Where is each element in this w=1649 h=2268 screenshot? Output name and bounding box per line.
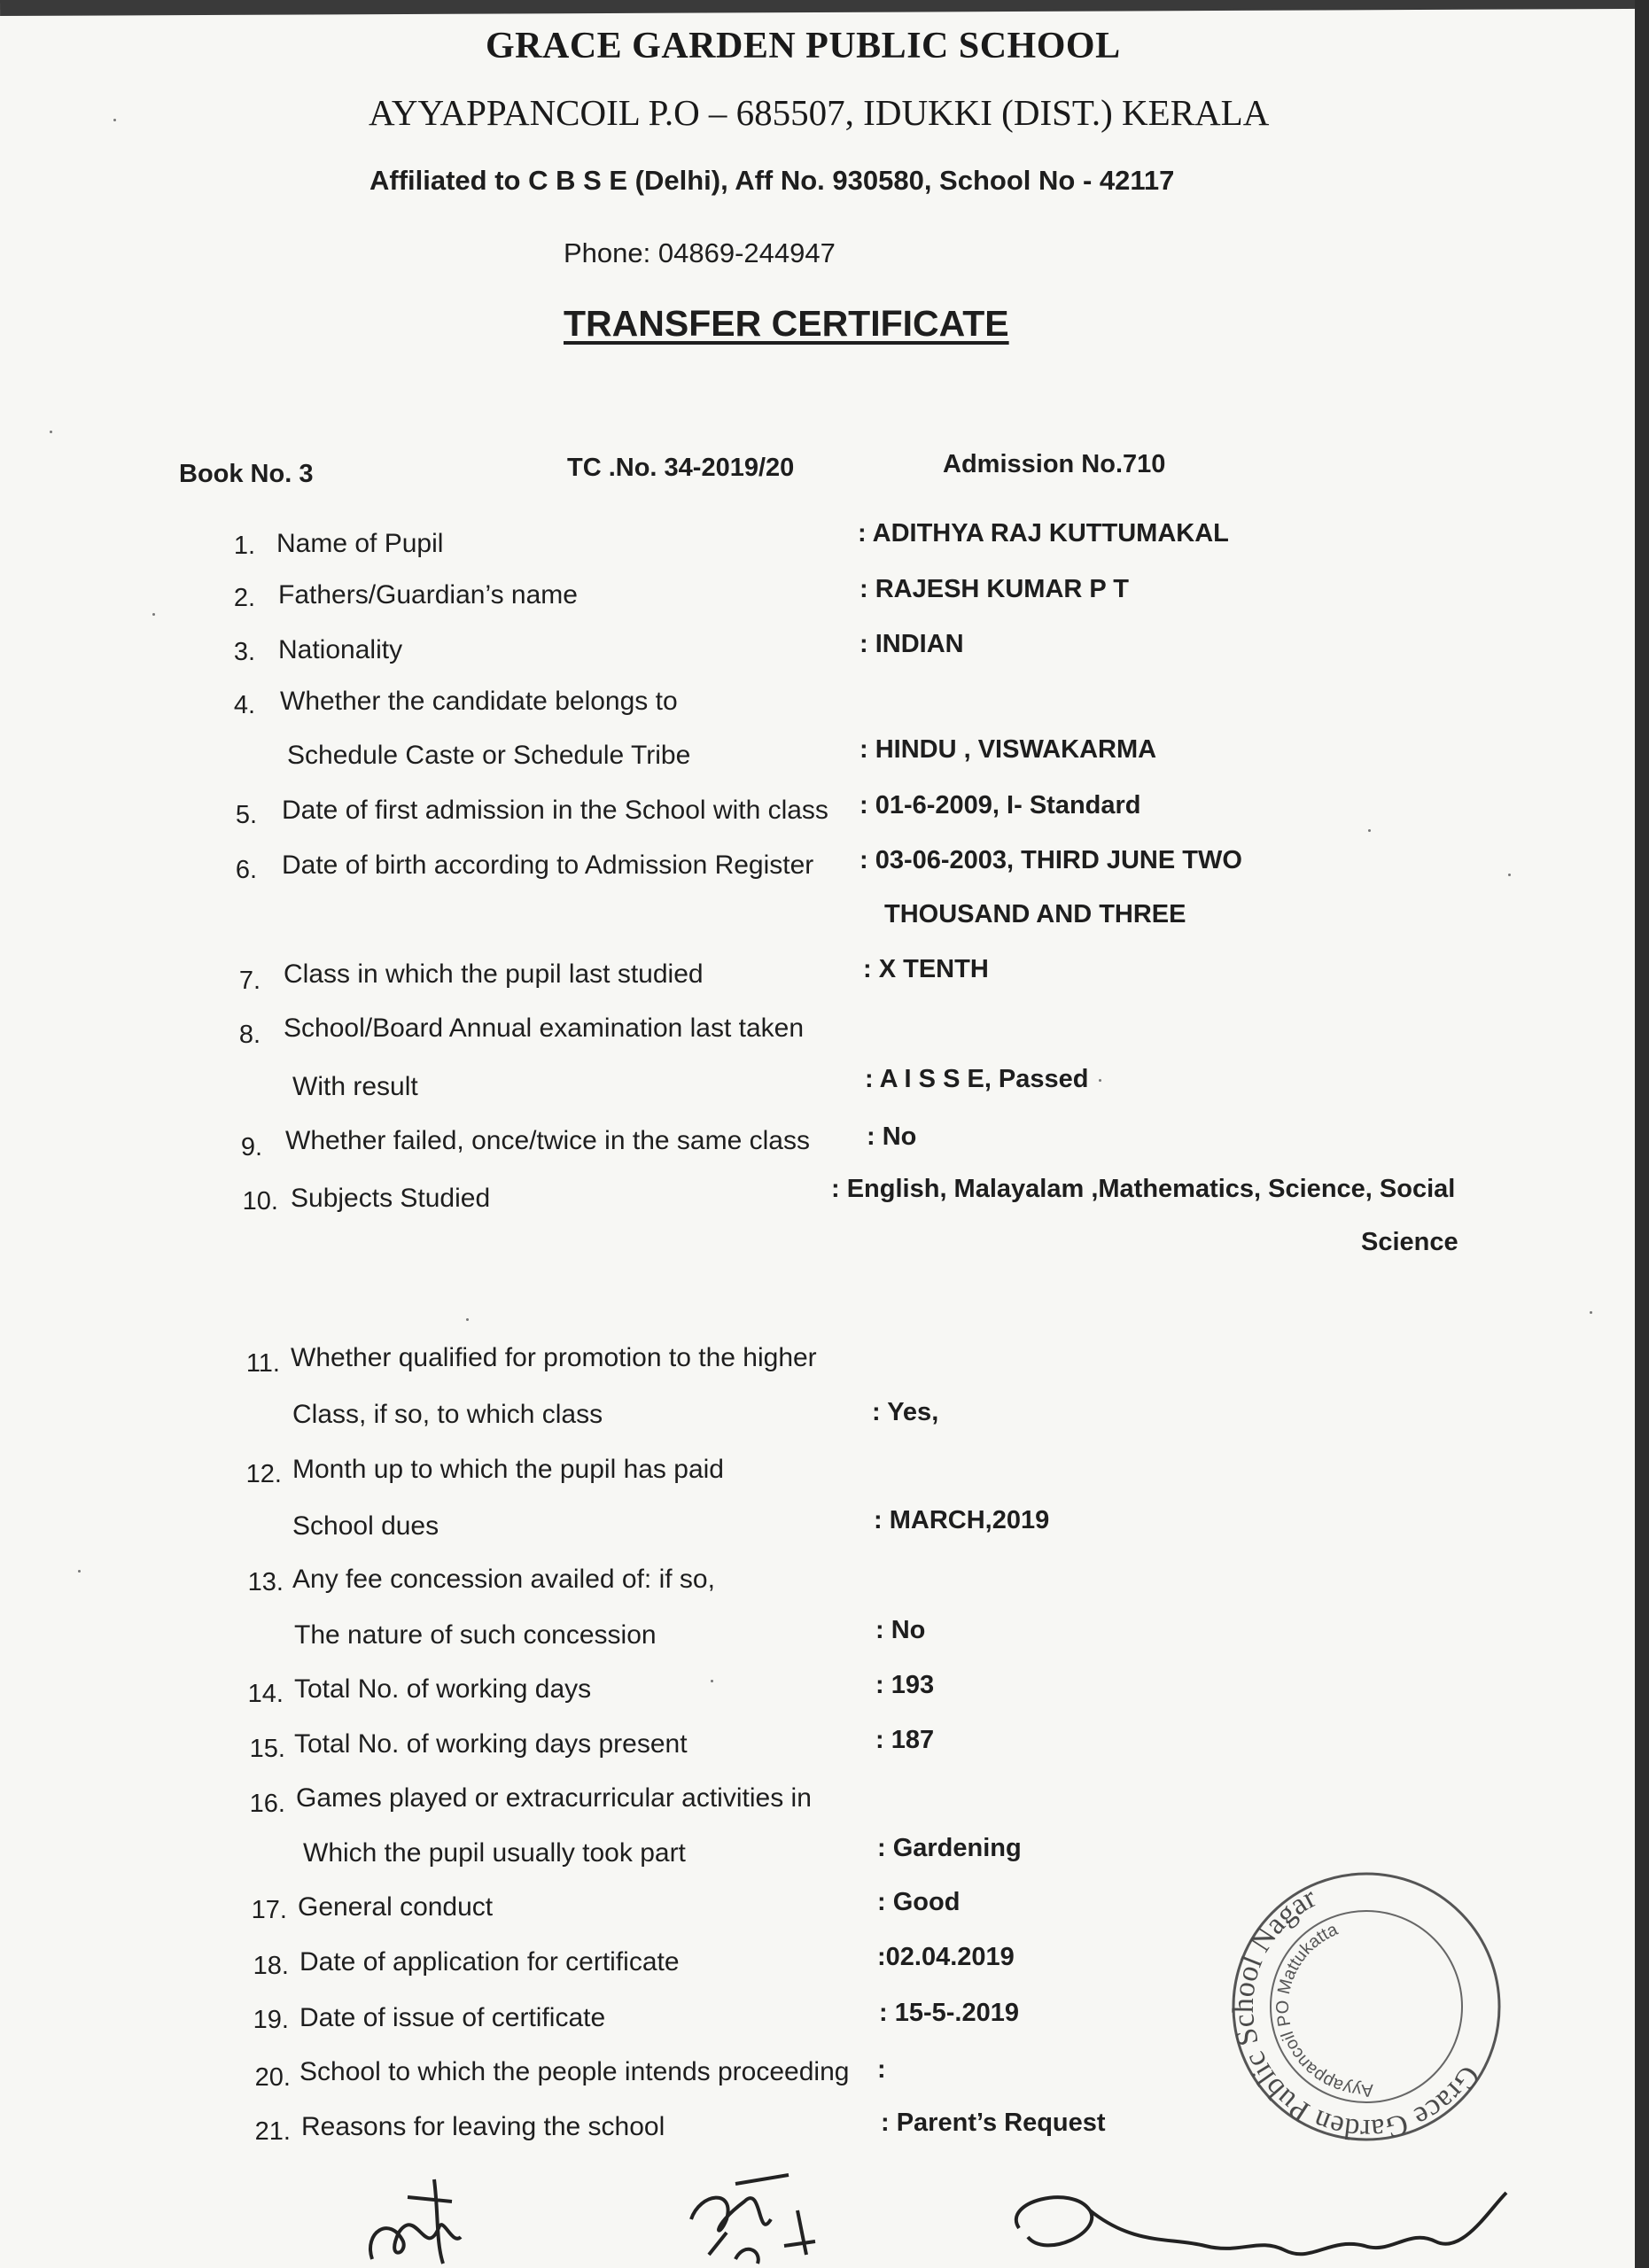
item-number: 16. (249, 1790, 285, 1818)
item-label: Reasons for leaving the school (301, 2112, 665, 2141)
signature-left (354, 2162, 514, 2268)
item-number: 17. (251, 1896, 287, 1924)
item-value: : No (867, 1122, 917, 1151)
item-value: : 187 (875, 1726, 935, 1754)
item-value-continued: Science (1361, 1228, 1458, 1256)
item-number: 18. (253, 1952, 289, 1980)
item-label-continued: Schedule Caste or Schedule Tribe (287, 741, 691, 770)
item-label-continued: Class, if so, to which class (292, 1400, 603, 1429)
item-label: Date of application for certificate (299, 1947, 680, 1977)
svg-text:Ayyappancoil PO Mattukatta: Ayyappancoil PO Mattukatta (1272, 1919, 1374, 2101)
item-label: Whether failed, once/twice in the same class (285, 1126, 810, 1155)
item-value: : A I S S E, Passed (865, 1065, 1089, 1093)
admission-number: Admission No.710 (943, 450, 1166, 478)
signature-middle (673, 2157, 851, 2268)
item-value: : ADITHYA RAJ KUTTUMAKAL (858, 519, 1229, 548)
item-label: Date of birth according to Admission Register (282, 850, 814, 880)
item-number: 3. (233, 638, 255, 666)
item-value: : Good (877, 1888, 961, 1916)
document-title: TRANSFER CERTIFICATE (564, 303, 1009, 344)
item-value: : HINDU , VISWAKARMA (860, 735, 1157, 764)
signature-right (992, 2175, 1542, 2268)
item-value: : INDIAN (860, 630, 964, 658)
item-number: 5. (235, 801, 257, 829)
item-label: Class in which the pupil last studied (284, 959, 704, 989)
item-value: : X TENTH (863, 955, 989, 983)
item-label: Any fee concession availed of: if so, (292, 1565, 715, 1594)
item-label: Nationality (278, 635, 403, 664)
item-label: Games played or extracurricular activities in (296, 1783, 812, 1813)
item-label: Date of issue of certificate (299, 2003, 606, 2032)
item-number: 2. (233, 584, 255, 612)
item-value: : Parent’s Request (881, 2109, 1106, 2137)
item-number: 15. (249, 1735, 285, 1763)
item-label: Whether qualified for promotion to the higher (291, 1343, 817, 1372)
item-value: : Yes, (872, 1398, 939, 1426)
item-number: 13. (247, 1568, 284, 1596)
item-number: 12. (245, 1460, 282, 1488)
item-number: 4. (233, 691, 255, 719)
item-label: Date of first admission in the School with class (282, 796, 828, 825)
item-label: Whether the candidate belongs to (280, 687, 678, 716)
item-value: : Gardening (877, 1834, 1022, 1862)
item-number: 21. (254, 2117, 291, 2146)
item-number: 7. (238, 967, 261, 995)
item-number: 14. (247, 1680, 284, 1708)
item-value-continued: THOUSAND AND THREE (884, 900, 1186, 928)
item-label: Name of Pupil (276, 529, 444, 558)
scan-top-edge (0, 0, 1649, 16)
item-number: 11. (245, 1349, 280, 1378)
item-label-continued: Which the pupil usually took part (303, 1838, 686, 1868)
svg-text:Grace Garden Public School Nag: Grace Garden Public School Nagar (1226, 1881, 1486, 2147)
item-value: : No (875, 1616, 926, 1644)
item-value: : 01-6-2009, I- Standard (860, 791, 1141, 819)
item-number: 6. (235, 856, 257, 884)
item-label: Total No. of working days (294, 1674, 592, 1704)
item-label: Fathers/Guardian’s name (278, 580, 578, 610)
affiliation-line: Affiliated to C B S E (Delhi), Aff No. 930580, School No - 42117 (369, 165, 1175, 196)
school-address: AYYAPPANCOIL P.O – 685507, IDUKKI (DIST.) KERALA (369, 92, 1270, 133)
item-label-continued: School dues (292, 1511, 439, 1541)
item-number: 8. (238, 1021, 261, 1049)
school-name: GRACE GARDEN PUBLIC SCHOOL (486, 26, 1121, 66)
item-value: : RAJESH KUMAR P T (860, 575, 1129, 603)
item-value: : MARCH,2019 (874, 1506, 1050, 1534)
tc-number: TC .No. 34-2019/20 (567, 454, 795, 482)
item-number: 20. (254, 2063, 291, 2092)
item-number: 10. (242, 1187, 278, 1216)
item-value: : 15-5-.2019 (879, 1999, 1019, 2027)
item-value: : 193 (875, 1671, 935, 1699)
item-label: Month up to which the pupil has paid (292, 1455, 724, 1484)
school-seal-stamp (1225, 1865, 1508, 2148)
item-number: 9. (240, 1133, 262, 1161)
item-value: : (877, 2055, 886, 2084)
item-label-continued: The nature of such concession (294, 1620, 657, 1650)
item-label: School/Board Annual examination last taken (284, 1014, 805, 1043)
item-label: General conduct (298, 1892, 494, 1922)
scan-right-edge (1635, 0, 1649, 2268)
item-label: Subjects Studied (291, 1184, 491, 1213)
phone-line: Phone: 04869-244947 (564, 237, 836, 268)
item-number: 1. (233, 532, 255, 560)
item-label: School to which the people intends proceeding (299, 2057, 850, 2086)
item-label: Total No. of working days present (294, 1729, 688, 1759)
item-label-continued: With result (292, 1072, 418, 1101)
item-value: : 03-06-2003, THIRD JUNE TWO (860, 846, 1242, 874)
item-value: :02.04.2019 (877, 1943, 1015, 1971)
item-number: 19. (253, 2006, 289, 2034)
item-value: : English, Malayalam ,Mathematics, Science, Social (831, 1175, 1456, 1203)
book-number: Book No. 3 (179, 460, 314, 488)
